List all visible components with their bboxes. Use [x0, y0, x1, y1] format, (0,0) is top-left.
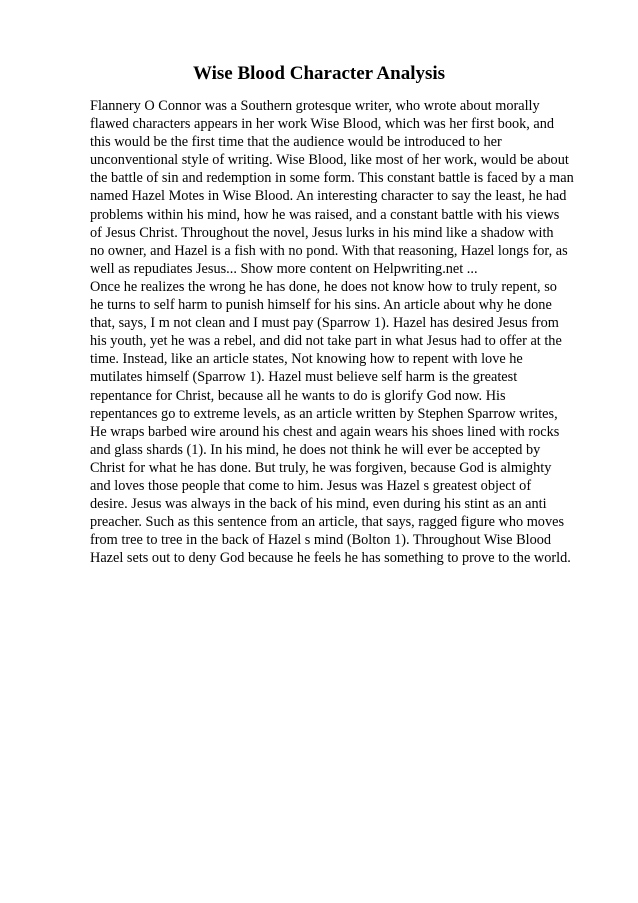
- body-line: from tree to tree in the back of Hazel s mind (Bolton 1). Throughout Wise Blood: [90, 532, 552, 549]
- body-line: problems within his mind, how he was raised, and a constant battle with his views: [90, 206, 560, 223]
- body-line: He wraps barbed wire around his chest and again wears his shoes lined with rocks: [90, 423, 560, 440]
- body-line: and glass shards (1). In his mind, he does not think he will ever be accepted by: [90, 441, 541, 458]
- body-line: preacher. Such as this sentence from an article, that says, ragged figure who moves: [90, 514, 565, 531]
- body-line: Flannery O Connor was a Southern grotesque writer, who wrote about morally: [90, 98, 540, 114]
- body-line: time. Instead, like an article states, Not knowing how to repent with love he: [90, 351, 523, 368]
- body-line: repentance for Christ, because all he wants to do is glorify God now. His: [90, 387, 506, 404]
- body-line: this would be the first time that the audience would be introduced to her: [90, 134, 502, 151]
- body-line: the battle of sin and redemption in some form. This constant battle is faced by a man: [90, 170, 574, 187]
- body-line: unconventional style of writing. Wise Blood, like most of her work, would be about: [90, 152, 569, 169]
- body-line: and loves those people that come to him. Jesus was Hazel s greatest object of: [90, 477, 532, 494]
- body-line: no owner, and Hazel is a fish with no pond. With that reasoning, Hazel longs for, as: [90, 242, 568, 259]
- document-title: Wise Blood Character Analysis: [192, 63, 446, 84]
- body-line: well as repudiates Jesus... Show more content on Helpwriting.net ...: [90, 260, 478, 277]
- body-line: Hazel sets out to deny God because he feels he has something to prove to the world.: [90, 550, 571, 567]
- body-line: of Jesus Christ. Throughout the novel, Jesus lurks in his mind like a shadow with: [90, 224, 554, 241]
- body-line: Christ for what he has done. But truly, he was forgiven, because God is almighty: [90, 459, 552, 476]
- body-line: that, says, I m not clean and I must pay (Sparrow 1). Hazel has desired Jesus from: [90, 315, 559, 332]
- body-line: mutilates himself (Sparrow 1). Hazel must believe self harm is the greatest: [90, 369, 518, 386]
- body-line: desire. Jesus was always in the back of his mind, even during his stint as an anti: [90, 496, 547, 513]
- body-line: repentances go to extreme levels, as an article written by Stephen Sparrow writes,: [90, 405, 558, 422]
- body-line: named Hazel Motes in Wise Blood. An interesting character to say the least, he had: [90, 188, 567, 205]
- document-body: [90, 97, 590, 567]
- body-line: flawed characters appears in her work Wise Blood, which was her first book, and: [90, 116, 555, 133]
- body-line: he turns to self harm to punish himself for his sins. An article about why he done: [90, 297, 552, 314]
- body-line: his youth, yet he was a rebel, and did not take part in what Jesus had to offer at the: [90, 333, 562, 350]
- body-line: Once he realizes the wrong he has done, he does not know how to truly repent, so: [90, 278, 557, 295]
